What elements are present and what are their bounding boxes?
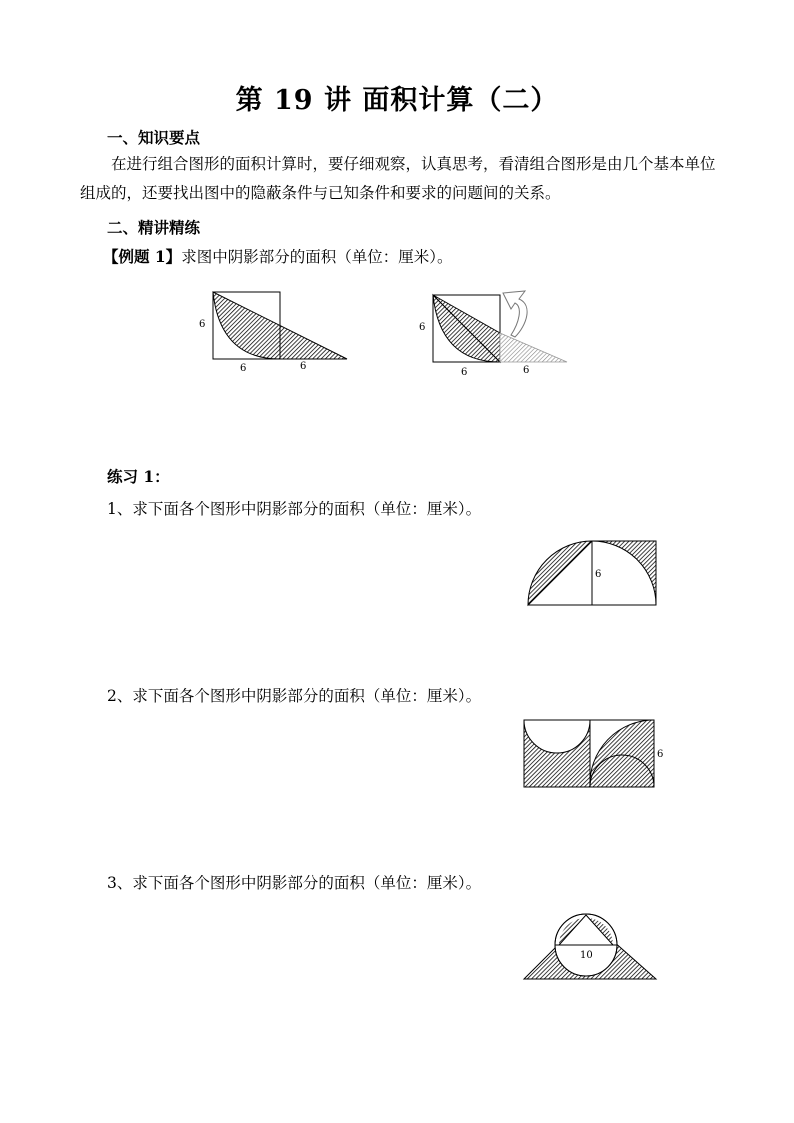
section-heading-knowledge: 一、知识要点 xyxy=(107,128,201,147)
practice-q2-text: 2、求下面各个图形中阴影部分的面积（单位：厘米）。 xyxy=(107,687,482,705)
q1-label: 6 xyxy=(595,569,602,580)
rotate-arrow-icon xyxy=(503,291,527,337)
fig-b-side-label: 6 xyxy=(419,322,426,333)
example-1-figure-a xyxy=(195,285,355,375)
q2-label: 6 xyxy=(657,749,664,760)
example-1-label: 【例题 1】 xyxy=(103,247,182,266)
practice-q3-figure xyxy=(520,905,660,985)
knowledge-paragraph: 在进行组合图形的面积计算时，要仔细观察，认真思考，看清组合图形是由几个基本单位组成的，还要找出图中的隐蔽条件与已知条件和要求的问题间的关系。 xyxy=(80,155,716,202)
page-title: 第 19 讲 面积计算（二） xyxy=(235,85,559,116)
example-1 xyxy=(103,242,452,272)
fig-a-bottom-left-label: 6 xyxy=(240,363,247,374)
q3-label: 10 xyxy=(580,950,593,961)
practice-heading: 练习 1： xyxy=(107,467,170,486)
fig-a-side-label: 6 xyxy=(199,319,206,330)
practice-q2-figure xyxy=(520,715,670,795)
example-1-text: 求图中阴影部分的面积（单位：厘米）。 xyxy=(181,248,453,266)
practice-q1-figure xyxy=(520,535,665,610)
example-1-figure-b xyxy=(415,285,575,380)
fig-a-bottom-right-label: 6 xyxy=(300,361,307,372)
section-heading-practice: 二、精讲精练 xyxy=(107,218,201,237)
practice-q3-text: 3、求下面各个图形中阴影部分的面积（单位：厘米）。 xyxy=(107,874,482,892)
fig-b-bottom-left-label: 6 xyxy=(461,367,468,378)
practice-q1-text: 1、求下面各个图形中阴影部分的面积（单位：厘米）。 xyxy=(107,500,482,518)
fig-b-bottom-right-label: 6 xyxy=(523,365,530,376)
